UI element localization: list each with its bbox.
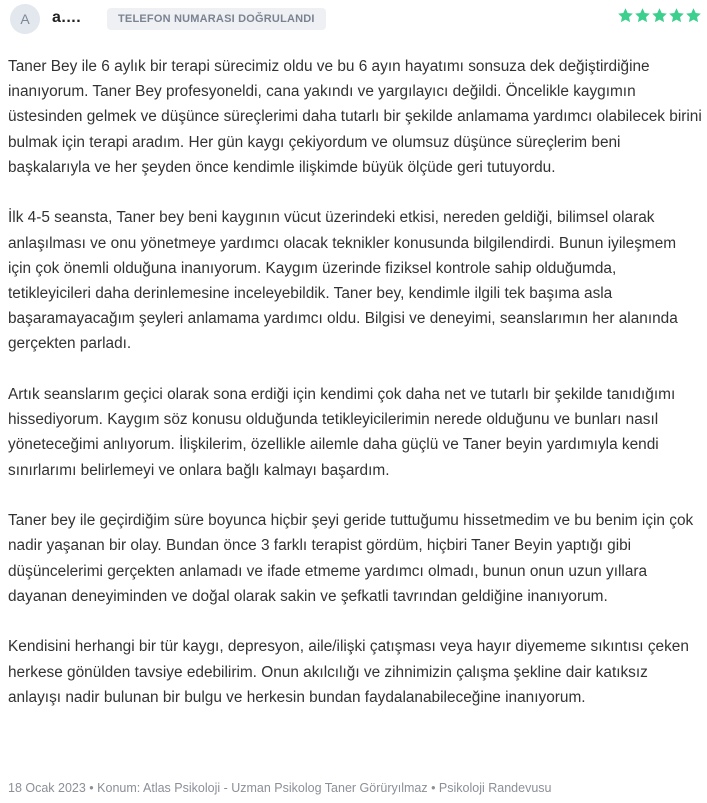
review-header	[10, 4, 702, 34]
star-icon	[668, 7, 685, 24]
verified-badge: TELEFON NUMARASI DOĞRULANDI	[107, 8, 326, 30]
author-name: a....	[52, 9, 82, 26]
avatar: A	[10, 4, 40, 34]
star-rating	[617, 7, 702, 31]
review-meta: 18 Ocak 2023 • Konum: Atlas Psikoloji - Uzman Psikolog Taner Görüryılmaz • Psikoloji Randevusu	[8, 781, 552, 795]
review-paragraph: Artık seanslarım geçici olarak sona erdiği için kendimi çok daha net ve tutarlı bir şekilde tanıdığımı hissediyorum. Kaygım söz konusu olduğunda tetikleyicilerimin nerede olduğunu ve bunları nasıl yöneteceğimi anlıyorum. İlişkilerim, özellikle ailemle daha güçlü ve Taner beyin yardımıyla kendi sınırlarımı belirlemeyi ve onlara bağlı kalmayı başardım.	[8, 386, 676, 479]
review-paragraph: Kendisini herhangi bir tür kaygı, depresyon, aile/ilişki çatışması veya hayır diyememe sıkıntısı çeken herkese gönülden tavsiye edebilirim. Onun akılcılığı ve zihnimizin çalışma şekline dair katıksız anlayışı nadir bulunan bir bulgu ve herkesin bundan faydalanabileceğine inanıyorum.	[8, 638, 689, 706]
star-icon	[634, 7, 651, 24]
star-icon	[617, 7, 634, 24]
review-paragraph: Taner bey ile geçirdiğim süre boyunca hiçbir şeyi geride tuttuğumu hissetmedim ve bu benim için çok nadir yaşanan bir olay. Bundan önce 3 farklı terapist gördüm, hiçbiri Taner Beyin yaptığı gibi düşüncelerimi gerçekten anlamadı ve ifade etmeme yardımcı olmadı, bunun onun uzun yıllara dayanan deneyiminden ve doğal olarak sakin ve şefkatli tavrından geldiğine inanıyorum.	[8, 512, 694, 605]
review-text	[8, 54, 702, 710]
star-icon	[651, 7, 668, 24]
star-icon	[685, 7, 702, 24]
review-paragraph: İlk 4-5 seansta, Taner bey beni kaygının vücut üzerindeki etkisi, nereden geldiği, bilimsel olarak anlaşılması ve onu yönetmeye yardımcı olacak teknikler konusunda bilgilendirdi. Bunun iyileşmem için çok önemli olduğuna inanıyorum. Kaygım üzerinde fiziksel kontrole sahip olduğumda, tetikleyicileri daha derinlemesine inceleyebildik. Taner bey, kendimle ilgili tek başıma asla başaramayacağım şeyleri anlamama yardımcı oldu. Bilgisi ve deneyimi, seanslarımın her alanında gerçekten parladı.	[8, 209, 678, 353]
review-paragraph: Taner Bey ile 6 aylık bir terapi sürecimiz oldu ve bu 6 ayın hayatımı sonsuza dek değiştirdiğine inanıyorum. Taner Bey profesyoneldi, cana yakındı ve yargılayıcı değildi. Öncelikle kaygımın üstesinden gelmek ve düşünce süreçlerimi daha tutarlı bir şekilde anlamama yardımcı olabilecek birini bulmak için terapi aradım. Her gün kaygı çekiyordum ve olumsuz düşünce süreçlerim beni başkalarıyla ve her şeyden önce kendimle ilişkimde büyük ölçüde geri tutuyordu.	[8, 58, 702, 176]
